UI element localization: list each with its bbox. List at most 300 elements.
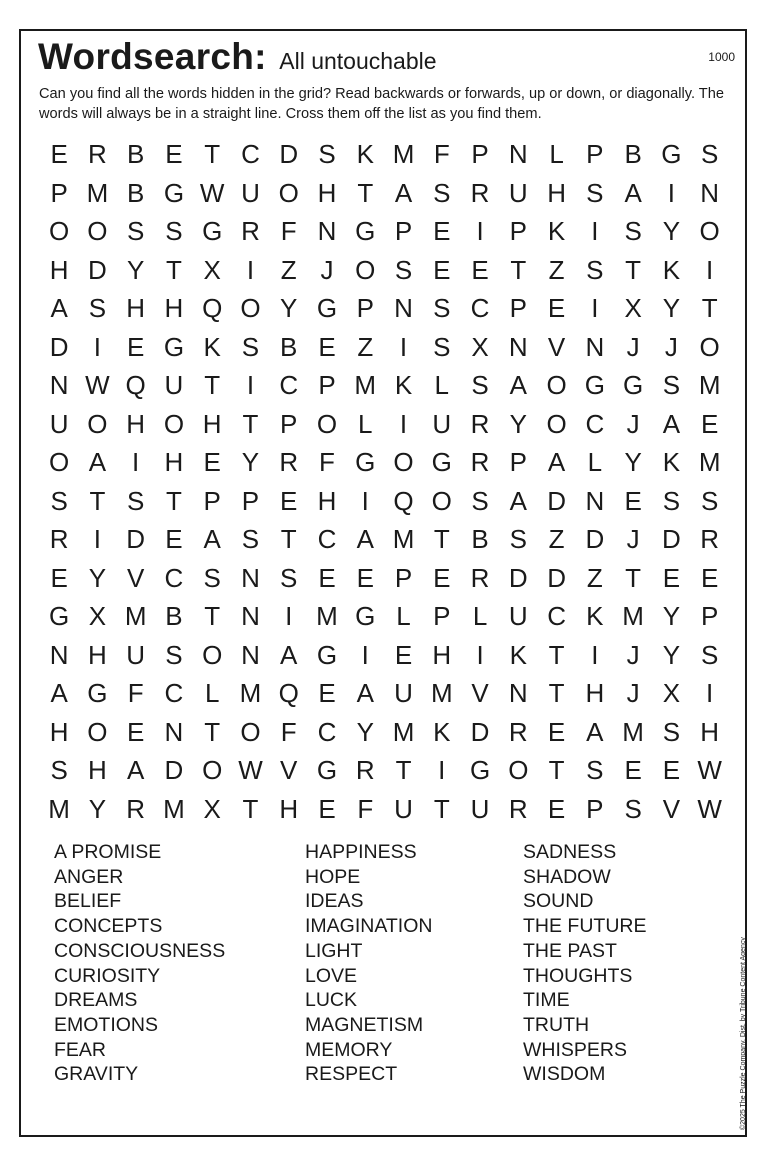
grid-letter[interactable]: A [586, 716, 604, 747]
grid-letter[interactable]: S [662, 370, 681, 400]
grid-letter[interactable]: H [88, 639, 107, 670]
grid-letter[interactable]: W [697, 793, 722, 824]
grid-letter[interactable]: Y [662, 293, 681, 323]
grid-letter[interactable]: H [164, 293, 184, 323]
grid-letter[interactable]: T [89, 485, 106, 516]
grid-letter[interactable]: E [280, 485, 298, 516]
grid-letter[interactable]: O [355, 254, 376, 285]
grid-letter[interactable]: G [49, 601, 70, 631]
grid-letter[interactable]: F [127, 678, 144, 708]
grid-letter[interactable]: S [586, 755, 604, 785]
grid-letter[interactable]: I [591, 639, 599, 670]
grid-letter[interactable]: S [471, 370, 489, 400]
grid-letter[interactable]: O [546, 408, 567, 439]
grid-letter[interactable]: I [476, 216, 484, 246]
grid-letter[interactable]: M [239, 678, 262, 708]
grid-letter[interactable]: E [700, 562, 719, 593]
grid-letter[interactable]: M [392, 524, 415, 554]
grid-letter[interactable]: N [164, 716, 184, 747]
grid-letter[interactable]: R [88, 139, 107, 169]
grid-letter[interactable]: S [662, 716, 681, 747]
grid-letter[interactable]: I [132, 447, 140, 477]
grid-letter[interactable]: S [280, 562, 298, 593]
grid-letter[interactable]: S [165, 216, 183, 246]
grid-letter[interactable]: Y [241, 447, 260, 477]
grid-letter[interactable]: I [361, 639, 369, 670]
grid-letter[interactable]: P [394, 562, 413, 593]
grid-letter[interactable]: L [549, 139, 564, 169]
grid-letter[interactable]: X [471, 331, 489, 362]
grid-letter[interactable]: S [126, 485, 145, 516]
grid-letter[interactable]: N [585, 331, 605, 362]
grid-letter[interactable]: G [316, 755, 338, 785]
grid-letter[interactable]: T [204, 370, 221, 400]
grid-letter[interactable]: H [585, 678, 605, 708]
grid-letter[interactable]: N [700, 177, 720, 208]
grid-letter[interactable]: N [49, 639, 69, 670]
grid-letter[interactable]: Y [126, 254, 145, 285]
grid-letter[interactable]: U [394, 793, 413, 824]
grid-letter[interactable]: H [49, 716, 69, 747]
grid-letter[interactable]: H [126, 293, 146, 323]
grid-letter[interactable]: W [85, 370, 110, 400]
grid-letter[interactable]: U [164, 370, 184, 400]
grid-letter[interactable]: O [393, 447, 414, 477]
grid-letter[interactable]: X [203, 254, 221, 285]
grid-letter[interactable]: Z [548, 254, 565, 285]
grid-letter[interactable]: K [203, 331, 221, 362]
grid-letter[interactable]: S [624, 216, 642, 246]
grid-letter[interactable]: H [49, 254, 69, 285]
grid-letter[interactable]: W [238, 755, 263, 785]
grid-letter[interactable]: K [356, 139, 374, 169]
grid-letter[interactable]: E [318, 331, 336, 362]
grid-letter[interactable]: A [662, 408, 681, 439]
grid-letter[interactable]: O [87, 716, 108, 747]
grid-letter[interactable]: H [317, 485, 337, 516]
grid-letter[interactable]: V [126, 562, 145, 593]
grid-letter[interactable]: B [624, 139, 642, 169]
grid-letter[interactable]: E [547, 793, 566, 824]
grid-letter[interactable]: T [510, 254, 527, 285]
grid-letter[interactable]: D [508, 562, 528, 593]
grid-letter[interactable]: K [394, 370, 413, 400]
grid-letter[interactable]: S [241, 331, 260, 362]
grid-letter[interactable]: S [586, 177, 604, 208]
grid-letter[interactable]: O [87, 408, 108, 439]
grid-letter[interactable]: O [202, 639, 223, 670]
grid-letter[interactable]: P [586, 139, 604, 169]
grid-letter[interactable]: X [203, 793, 221, 824]
grid-letter[interactable]: O [699, 216, 720, 246]
grid-letter[interactable]: K [662, 254, 681, 285]
grid-letter[interactable]: W [697, 755, 722, 785]
grid-letter[interactable]: A [509, 485, 527, 516]
grid-letter[interactable]: S [394, 254, 413, 285]
grid-letter[interactable]: E [203, 447, 221, 477]
grid-letter[interactable]: U [126, 639, 146, 670]
grid-letter[interactable]: H [547, 177, 566, 208]
grid-letter[interactable]: R [470, 408, 490, 439]
grid-letter[interactable]: M [163, 793, 185, 824]
grid-letter[interactable]: T [625, 254, 642, 285]
grid-letter[interactable]: I [399, 331, 408, 362]
grid-letter[interactable]: U [49, 408, 69, 439]
grid-letter[interactable]: I [246, 254, 255, 285]
grid-letter[interactable]: R [126, 793, 146, 824]
grid-letter[interactable]: E [433, 254, 451, 285]
grid-letter[interactable]: D [661, 524, 681, 554]
grid-letter[interactable]: T [548, 639, 565, 670]
grid-letter[interactable]: E [471, 254, 489, 285]
grid-letter[interactable]: R [508, 716, 528, 747]
grid-letter[interactable]: M [622, 601, 644, 631]
grid-letter[interactable]: R [470, 562, 490, 593]
grid-letter[interactable]: S [433, 331, 451, 362]
grid-letter[interactable]: I [285, 601, 293, 631]
grid-letter[interactable]: E [662, 562, 681, 593]
grid-letter[interactable]: O [49, 447, 70, 477]
grid-letter[interactable]: F [280, 216, 297, 246]
grid-letter[interactable]: L [396, 601, 411, 631]
grid-letter[interactable]: K [547, 216, 566, 246]
grid-letter[interactable]: F [280, 716, 297, 747]
grid-letter[interactable]: P [509, 293, 527, 323]
grid-letter[interactable]: R [279, 447, 299, 477]
grid-letter[interactable]: R [49, 524, 69, 554]
grid-letter[interactable]: T [204, 716, 221, 747]
grid-letter[interactable]: G [355, 216, 376, 246]
grid-letter[interactable]: E [547, 716, 566, 747]
grid-letter[interactable]: T [433, 793, 450, 824]
grid-letter[interactable]: S [471, 485, 489, 516]
grid-letter[interactable]: O [87, 216, 108, 246]
grid-letter[interactable]: A [356, 678, 374, 708]
grid-letter[interactable]: R [355, 755, 375, 785]
grid-letter[interactable]: M [698, 370, 721, 400]
grid-letter[interactable]: S [700, 485, 719, 516]
grid-letter[interactable]: O [240, 716, 261, 747]
grid-letter[interactable]: M [316, 601, 338, 631]
grid-letter[interactable]: N [241, 562, 260, 593]
grid-letter[interactable]: A [280, 639, 298, 670]
grid-letter[interactable]: C [279, 370, 299, 400]
grid-letter[interactable]: Y [624, 447, 642, 477]
grid-letter[interactable]: X [88, 601, 107, 631]
grid-letter[interactable]: H [432, 639, 452, 670]
grid-letter[interactable]: U [470, 793, 490, 824]
grid-letter[interactable]: E [700, 408, 719, 439]
grid-letter[interactable]: Q [393, 485, 414, 516]
grid-letter[interactable]: O [431, 485, 452, 516]
grid-letter[interactable]: E [547, 293, 566, 323]
grid-letter[interactable]: P [394, 216, 413, 246]
grid-letter[interactable]: S [50, 755, 68, 785]
grid-letter[interactable]: G [163, 177, 185, 208]
grid-letter[interactable]: E [50, 562, 68, 593]
grid-letter[interactable]: E [165, 524, 183, 554]
grid-letter[interactable]: R [470, 177, 490, 208]
grid-letter[interactable]: H [700, 716, 720, 747]
grid-letter[interactable]: P [203, 485, 221, 516]
grid-letter[interactable]: W [199, 177, 225, 208]
grid-letter[interactable]: O [240, 293, 261, 323]
grid-letter[interactable]: U [508, 601, 528, 631]
grid-letter[interactable]: R [508, 793, 528, 824]
grid-letter[interactable]: P [50, 177, 68, 208]
grid-letter[interactable]: M [392, 139, 415, 169]
grid-letter[interactable]: D [164, 755, 184, 785]
grid-letter[interactable]: O [202, 755, 223, 785]
grid-letter[interactable]: C [317, 716, 337, 747]
grid-letter[interactable]: R [470, 447, 490, 477]
grid-letter[interactable]: G [87, 678, 108, 708]
grid-letter[interactable]: Z [357, 331, 374, 362]
grid-letter[interactable]: A [394, 177, 413, 208]
grid-letter[interactable]: H [88, 755, 107, 785]
grid-letter[interactable]: B [126, 139, 145, 169]
grid-letter[interactable]: M [392, 716, 415, 747]
grid-letter[interactable]: Z [280, 254, 297, 285]
grid-letter[interactable]: D [49, 331, 69, 362]
grid-letter[interactable]: T [625, 562, 642, 593]
grid-letter[interactable]: M [622, 716, 644, 747]
grid-letter[interactable]: V [662, 793, 681, 824]
grid-letter[interactable]: V [547, 331, 566, 362]
grid-letter[interactable]: P [433, 601, 451, 631]
grid-letter[interactable]: G [584, 370, 605, 400]
grid-letter[interactable]: T [165, 254, 182, 285]
grid-letter[interactable]: B [126, 177, 145, 208]
grid-letter[interactable]: N [241, 601, 260, 631]
grid-letter[interactable]: A [547, 447, 566, 477]
grid-letter[interactable]: S [509, 524, 527, 554]
grid-letter[interactable]: T [548, 755, 565, 785]
grid-letter[interactable]: U [241, 177, 260, 208]
grid-letter[interactable]: Z [548, 524, 565, 554]
grid-letter[interactable]: K [662, 447, 681, 477]
grid-letter[interactable]: S [586, 254, 604, 285]
grid-letter[interactable]: I [438, 755, 446, 785]
grid-letter[interactable]: E [433, 216, 451, 246]
grid-letter[interactable]: T [204, 601, 221, 631]
grid-letter[interactable]: G [355, 601, 376, 631]
grid-letter[interactable]: I [361, 485, 369, 516]
grid-letter[interactable]: T [357, 177, 374, 208]
grid-letter[interactable]: C [317, 524, 337, 554]
grid-letter[interactable]: L [204, 678, 220, 708]
grid-letter[interactable]: Y [662, 639, 681, 670]
grid-letter[interactable]: P [509, 447, 527, 477]
grid-letter[interactable]: H [317, 177, 337, 208]
grid-letter[interactable]: T [242, 408, 259, 439]
grid-letter[interactable]: B [471, 524, 489, 554]
grid-letter[interactable]: E [318, 793, 336, 824]
grid-letter[interactable]: N [508, 678, 528, 708]
grid-letter[interactable]: G [431, 447, 452, 477]
grid-letter[interactable]: L [587, 447, 603, 477]
grid-letter[interactable]: J [626, 331, 640, 362]
grid-letter[interactable]: I [399, 408, 408, 439]
grid-letter[interactable]: Y [88, 793, 107, 824]
grid-letter[interactable]: T [433, 524, 450, 554]
grid-letter[interactable]: O [163, 408, 185, 439]
grid-letter[interactable]: S [241, 524, 260, 554]
grid-letter[interactable]: Y [662, 216, 681, 246]
grid-letter[interactable]: O [278, 177, 299, 208]
grid-letter[interactable]: F [357, 793, 374, 824]
grid-letter[interactable]: C [585, 408, 605, 439]
grid-letter[interactable]: S [433, 177, 451, 208]
grid-letter[interactable]: E [394, 639, 413, 670]
grid-letter[interactable]: V [471, 678, 489, 708]
grid-letter[interactable]: E [126, 331, 145, 362]
grid-letter[interactable]: B [165, 601, 183, 631]
grid-letter[interactable]: S [700, 139, 719, 169]
grid-letter[interactable]: T [280, 524, 297, 554]
grid-letter[interactable]: L [434, 370, 450, 400]
grid-letter[interactable]: E [662, 755, 681, 785]
grid-letter[interactable]: P [356, 293, 374, 323]
grid-letter[interactable]: A [356, 524, 374, 554]
grid-letter[interactable]: I [591, 216, 599, 246]
grid-letter[interactable]: M [86, 177, 109, 208]
grid-letter[interactable]: O [49, 216, 70, 246]
grid-letter[interactable]: M [124, 601, 147, 631]
grid-letter[interactable]: L [472, 601, 488, 631]
grid-letter[interactable]: S [50, 485, 68, 516]
grid-letter[interactable]: B [280, 331, 298, 362]
grid-letter[interactable]: V [280, 755, 298, 785]
grid-letter[interactable]: E [318, 562, 336, 593]
grid-letter[interactable]: U [508, 177, 528, 208]
grid-letter[interactable]: O [508, 755, 529, 785]
grid-letter[interactable]: L [358, 408, 373, 439]
grid-letter[interactable]: N [508, 139, 528, 169]
grid-letter[interactable]: I [246, 370, 255, 400]
grid-letter[interactable]: M [698, 447, 721, 477]
grid-letter[interactable]: N [394, 293, 413, 323]
grid-letter[interactable]: P [241, 485, 260, 516]
grid-letter[interactable]: X [624, 293, 642, 323]
grid-letter[interactable]: U [432, 408, 452, 439]
grid-letter[interactable]: P [509, 216, 527, 246]
grid-letter[interactable]: K [433, 716, 451, 747]
grid-letter[interactable]: T [204, 139, 221, 169]
grid-letter[interactable]: M [430, 678, 453, 708]
grid-letter[interactable]: G [355, 447, 376, 477]
grid-letter[interactable]: E [126, 716, 145, 747]
grid-letter[interactable]: G [163, 331, 185, 362]
grid-letter[interactable]: D [547, 485, 566, 516]
grid-letter[interactable]: S [700, 639, 719, 670]
grid-letter[interactable]: T [165, 485, 182, 516]
grid-letter[interactable]: I [667, 177, 675, 208]
grid-letter[interactable]: P [318, 370, 336, 400]
grid-letter[interactable]: S [165, 639, 183, 670]
grid-letter[interactable]: U [394, 678, 413, 708]
grid-letter[interactable]: O [546, 370, 567, 400]
grid-letter[interactable]: I [476, 639, 484, 670]
grid-letter[interactable]: F [319, 447, 335, 477]
grid-letter[interactable]: I [93, 524, 102, 554]
grid-letter[interactable]: G [202, 216, 223, 246]
grid-letter[interactable]: D [585, 524, 605, 554]
grid-letter[interactable]: C [241, 139, 260, 169]
grid-letter[interactable]: Z [586, 562, 603, 593]
grid-letter[interactable]: Y [356, 716, 374, 747]
grid-letter[interactable]: Y [280, 293, 298, 323]
grid-letter[interactable]: E [356, 562, 374, 593]
grid-letter[interactable]: P [280, 408, 298, 439]
grid-letter[interactable]: G [661, 139, 682, 169]
grid-letter[interactable]: Q [278, 678, 299, 708]
grid-letter[interactable]: N [317, 216, 337, 246]
grid-letter[interactable]: Y [509, 408, 527, 439]
grid-letter[interactable]: J [320, 254, 334, 285]
grid-letter[interactable]: J [626, 639, 640, 670]
grid-letter[interactable]: Y [88, 562, 107, 593]
grid-letter[interactable]: G [623, 370, 644, 400]
grid-letter[interactable]: E [624, 755, 642, 785]
grid-letter[interactable]: H [164, 447, 184, 477]
grid-letter[interactable]: G [316, 639, 338, 670]
grid-letter[interactable]: H [126, 408, 146, 439]
grid-letter[interactable]: K [509, 639, 527, 670]
grid-letter[interactable]: E [165, 139, 183, 169]
grid-letter[interactable]: A [88, 447, 107, 477]
grid-letter[interactable]: E [433, 562, 451, 593]
grid-letter[interactable]: G [316, 293, 338, 323]
grid-letter[interactable]: T [395, 755, 412, 785]
grid-letter[interactable]: S [318, 139, 336, 169]
grid-letter[interactable]: S [88, 293, 107, 323]
grid-letter[interactable]: M [48, 793, 70, 824]
grid-letter[interactable]: S [662, 485, 681, 516]
grid-letter[interactable]: D [279, 139, 299, 169]
grid-letter[interactable]: Q [202, 293, 223, 323]
grid-letter[interactable]: E [318, 678, 336, 708]
grid-letter[interactable]: K [586, 601, 604, 631]
grid-letter[interactable]: O [316, 408, 338, 439]
grid-letter[interactable]: C [164, 678, 184, 708]
grid-letter[interactable]: S [203, 562, 221, 593]
grid-letter[interactable]: J [626, 408, 640, 439]
grid-letter[interactable]: C [547, 601, 566, 631]
grid-letter[interactable]: H [202, 408, 222, 439]
grid-letter[interactable]: D [470, 716, 490, 747]
grid-letter[interactable]: I [706, 678, 714, 708]
grid-letter[interactable]: D [126, 524, 146, 554]
grid-letter[interactable]: H [279, 793, 299, 824]
grid-letter[interactable]: A [126, 755, 145, 785]
grid-letter[interactable]: D [88, 254, 107, 285]
grid-letter[interactable]: F [433, 139, 450, 169]
grid-letter[interactable]: N [508, 331, 528, 362]
grid-letter[interactable]: E [624, 485, 642, 516]
grid-letter[interactable]: I [591, 293, 599, 323]
grid-letter[interactable]: S [126, 216, 145, 246]
grid-letter[interactable]: R [700, 524, 720, 554]
grid-letter[interactable]: Q [125, 370, 146, 400]
grid-letter[interactable]: N [241, 639, 260, 670]
grid-letter[interactable]: A [509, 370, 527, 400]
grid-letter[interactable]: C [164, 562, 184, 593]
grid-letter[interactable]: N [49, 370, 69, 400]
grid-letter[interactable]: P [586, 793, 604, 824]
grid-letter[interactable]: P [700, 601, 719, 631]
grid-letter[interactable]: T [242, 793, 259, 824]
